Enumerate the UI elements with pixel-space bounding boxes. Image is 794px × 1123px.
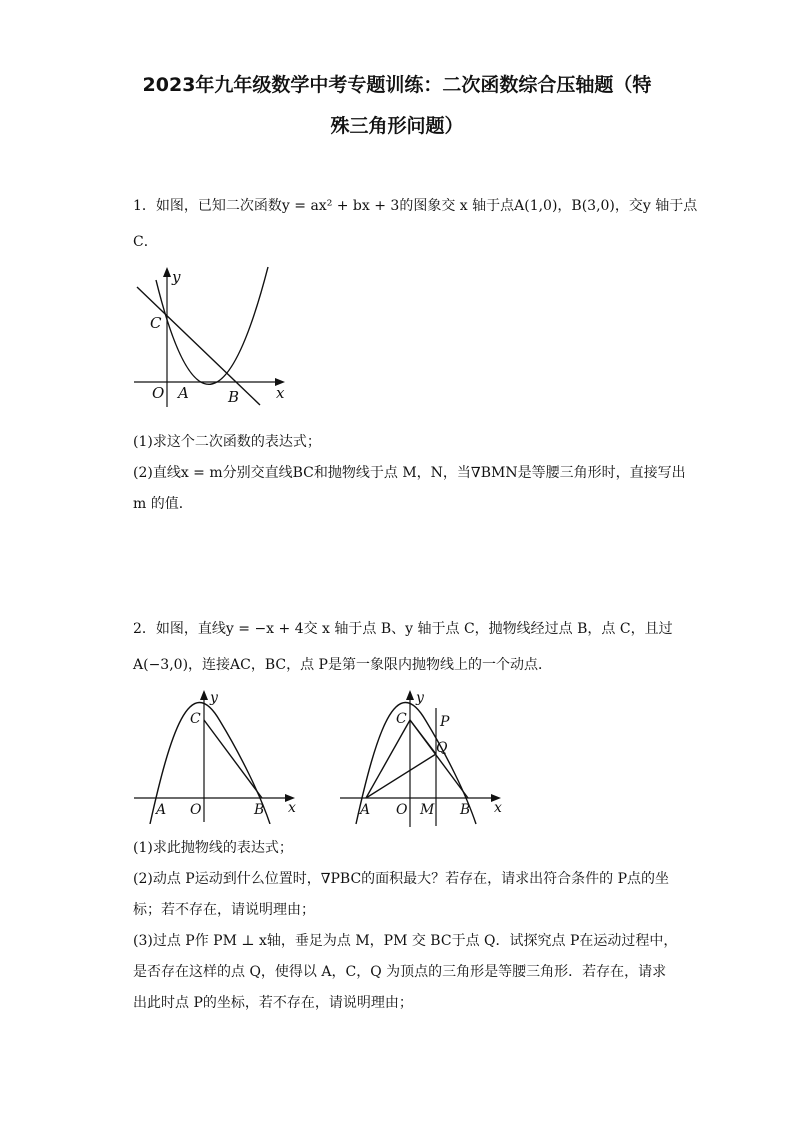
q2-sub-question-3-line-2: 是否存在这样的点 Q，使得以 A，C，Q 为顶点的三角形是等腰三角形．若存在，请求 [133, 964, 667, 980]
q2f1-label-a: A [156, 802, 167, 818]
q2f2-label-a: A [360, 802, 371, 818]
q2-figure-2 [338, 684, 513, 829]
q2f2-parabola [356, 702, 476, 824]
q1-label-y: y [172, 268, 181, 286]
q2f2-label-b: B [460, 802, 471, 818]
title-line-2: 殊三角形问题） [330, 115, 464, 137]
q1-stem-line-1: 1．如图，已知二次函数y = ax² + bx + 3的图象交 x 轴于点A(1,0)，B(3,0)，交y 轴于点 [133, 198, 698, 214]
q2f1-label-b: B [254, 802, 265, 818]
q1-sub-question-2-line-2: m 的值． [133, 496, 193, 512]
q2f1-segment-cb [204, 720, 262, 798]
q2f2-label-p: P [440, 714, 450, 730]
q2-sub-question-2-line-1: (2)动点 P运动到什么位置时，∇PBC的面积最大？若存在，请求出符合条件的 P点的坐 [133, 871, 670, 887]
q2f1-x-axis [134, 794, 295, 802]
q2f2-label-o: O [396, 802, 408, 818]
q1-label-a: A [178, 384, 189, 402]
q2-stem-line-2: A(−3,0)，连接AC，BC，点 P是第一象限内抛物线上的一个动点． [133, 657, 552, 673]
q1-label-o: O [152, 384, 165, 402]
q2f2-segment-cq [410, 720, 436, 754]
q1-figure [132, 262, 292, 412]
q1-stem-line-2: C． [133, 234, 158, 250]
q2f1-label-o: O [190, 802, 202, 818]
q1-label-c: C [150, 314, 162, 332]
q1-label-x: x [276, 384, 285, 402]
q2-figure-1 [132, 684, 307, 824]
q2f1-parabola [150, 702, 270, 824]
q2f1-label-x: x [288, 800, 296, 816]
q2-sub-question-3-line-3: 出此时点 P的坐标，若不存在，请说明理由； [133, 995, 413, 1011]
q1-sub-question-2-line-1: (2)直线x = m分别交直线BC和抛物线于点 M，N，当∇BMN是等腰三角形时，直接写出 [133, 465, 686, 481]
q2-sub-question-3-line-1: (3)过点 P作 PM ⊥ x轴，垂足为点 M，PM 交 BC于点 Q．试探究点 P在运动过程中， [133, 933, 678, 949]
q2f2-label-m: M [420, 802, 435, 818]
q2f1-label-c: C [190, 711, 201, 727]
q2f2-x-axis [340, 794, 501, 802]
q1-sub-question-1: (1)求这个二次函数的表达式； [133, 434, 321, 450]
title-line-1: 2023年九年级数学中考专题训练：二次函数综合压轴题（特 [142, 74, 652, 96]
q2f2-label-x: x [494, 800, 502, 816]
q2f2-segment-aq [366, 754, 436, 798]
q2-sub-question-1: (1)求此抛物线的表达式； [133, 840, 293, 856]
q2-stem-line-1: 2．如图，直线y = −x + 4交 x 轴于点 B、y 轴于点 C，抛物线经过点 B，点 C，且过 [133, 621, 673, 637]
q1-label-b: B [228, 388, 240, 406]
q2-sub-question-2-line-2: 标；若不存在，请说明理由； [133, 902, 315, 918]
q2f2-label-q: Q [436, 740, 448, 756]
q2f2-label-y: y [416, 690, 424, 706]
q2f2-label-c: C [396, 711, 407, 727]
q2f1-label-y: y [210, 690, 218, 706]
